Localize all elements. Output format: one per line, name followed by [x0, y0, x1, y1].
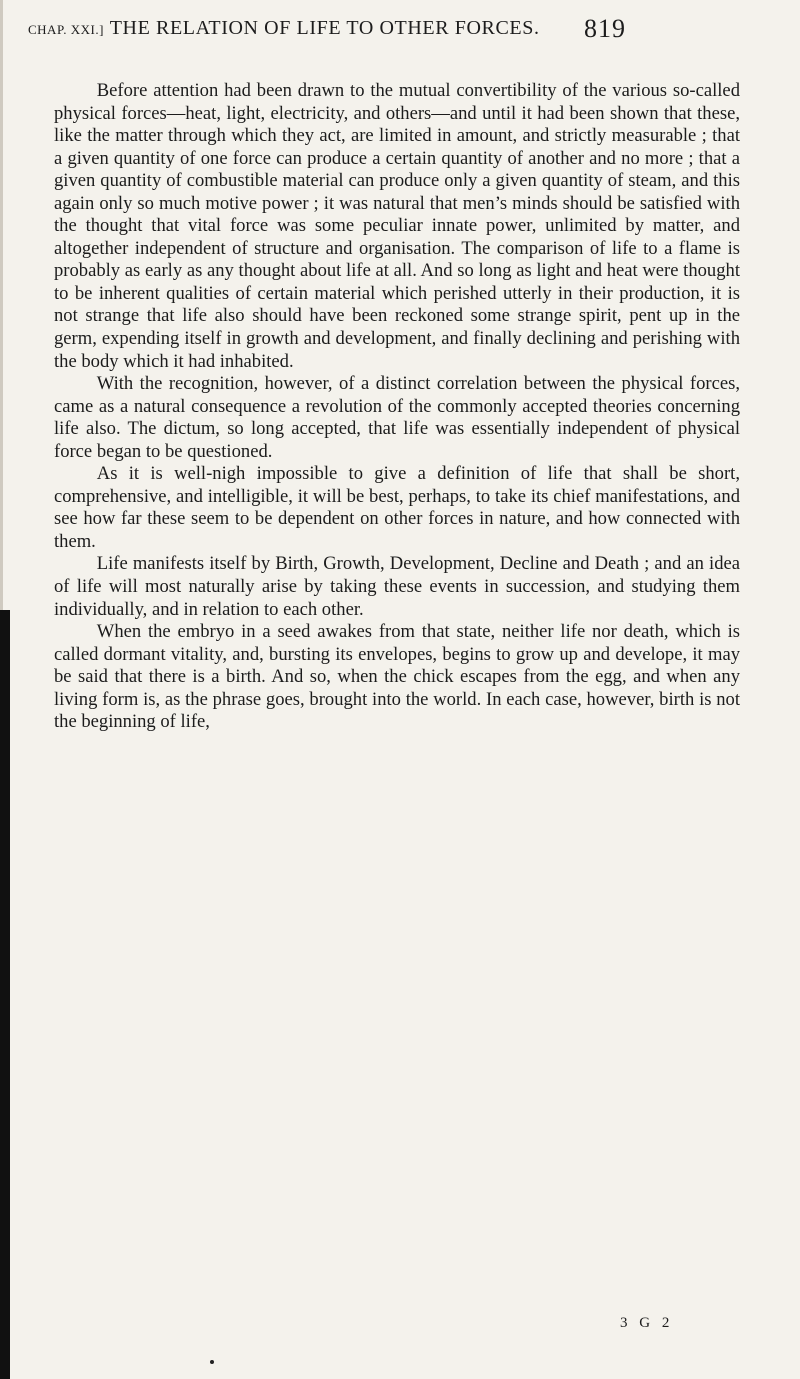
running-header [28, 14, 748, 48]
body-text [54, 80, 740, 734]
running-title: THE RELATION OF LIFE TO OTHER FORCES. [109, 17, 540, 39]
page-edge-shadow [0, 0, 3, 610]
page-number: 819 [584, 14, 626, 43]
binding-edge [0, 610, 10, 1379]
chapter-reference: CHAP. XXI.] [28, 22, 104, 37]
paragraph: Life manifests itself by Birth, Growth, Development, Decline and Death ; and an idea of life will most naturally arise by taking these events in succession, and studying them individually, and in relation to each other. [54, 553, 740, 620]
paragraph: With the recognition, however, of a distinct correlation between the physical forces, came as a natural consequence a revolution of the commonly accepted theories concerning life also. The dictum, so long accepted, that life was essentially independent of physical force began to be questioned. [54, 373, 740, 462]
paragraph: As it is well-nigh impossible to give a definition of life that shall be short, comprehensive, and intelligible, it will be best, perhaps, to take its chief manifestations, and see how far these seem to be dependent on other forces in nature, and how connected with them. [54, 463, 740, 552]
signature-mark: 3 G 2 [620, 1315, 674, 1331]
ink-spot [210, 1360, 214, 1364]
paragraph: When the embryo in a seed awakes from that state, neither life nor death, which is called dormant vitality, and, bursting its envelopes, begins to grow up and develope, it may be said that there is a birth. And so, when the chick escapes from the egg, and when any living form is, as the phrase goes, brought into the world. In each case, however, birth is not the beginning of life, [54, 621, 740, 733]
paragraph: Before attention had been drawn to the mutual convertibility of the various so-called physical forces—heat, light, electricity, and others—and until it had been shown that these, like the matter through which they act, are limited in amount, and strictly measurable ; that a given quantity of one force can produce a certain quantity of another and no more ; that a given quantity of combustible material can produce only a given quantity of steam, and this again only so much motive power ; it was natural that men’s minds should be satisfied with the thought that vital force was some peculiar innate power, unlimited by matter, and altogether independent of structure and organisation. The comparison of life to a flame is probably as early as any thought about life at all. And so long as light and heat were thought to be inherent qualities of certain material which perished utterly in their production, it is not strange that life also should have been reckoned some strange spirit, pent up in the germ, expending itself in growth and development, and finally declining and perishing with the body which it had inhabited. [54, 80, 740, 372]
